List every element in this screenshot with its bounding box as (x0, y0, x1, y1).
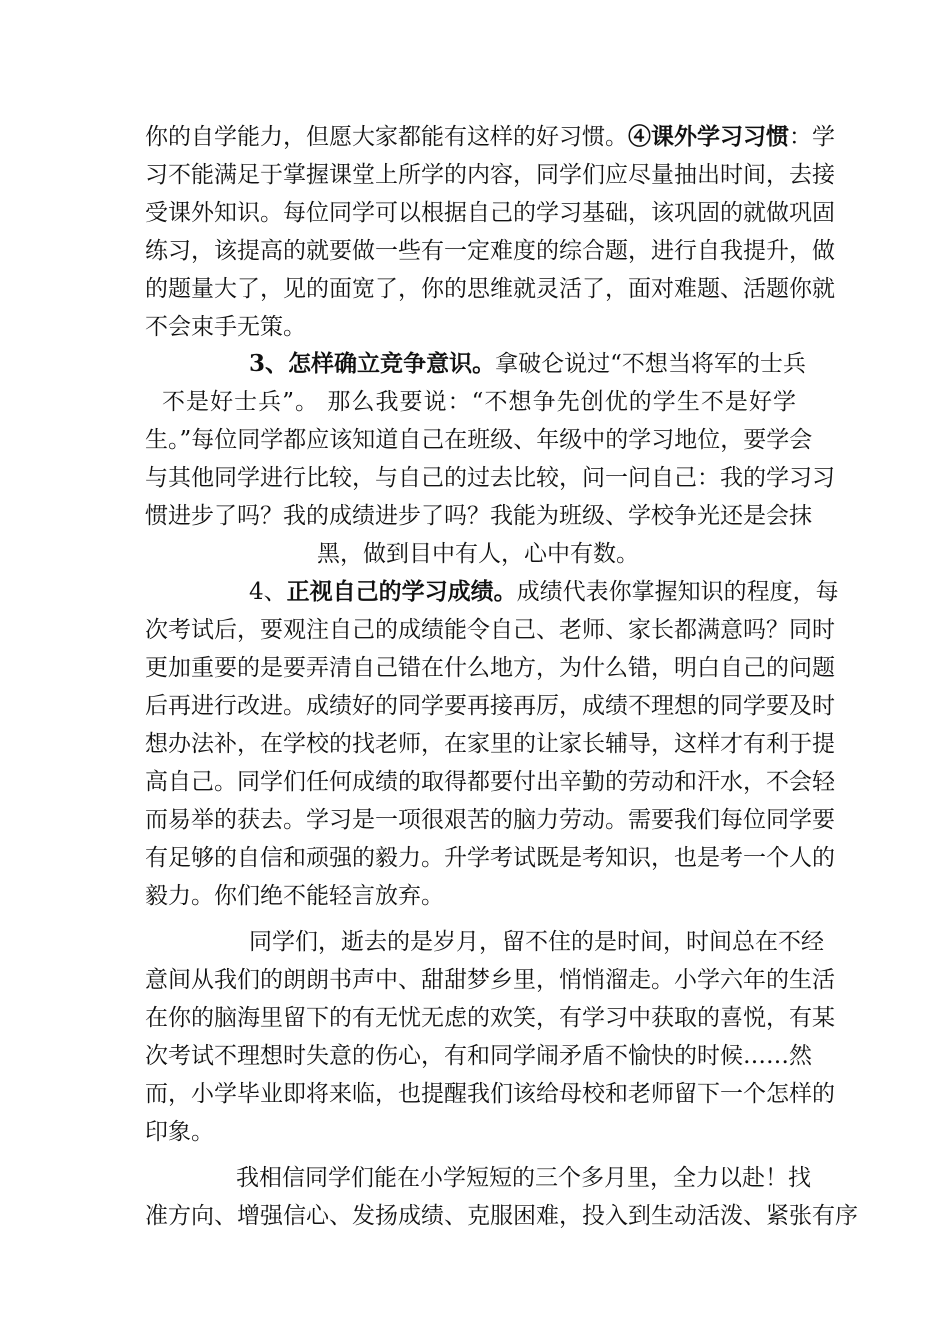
text-line: 惯进步了吗？我的成绩进步了吗？我能为班级、学校争光还是会抹 (145, 503, 812, 529)
text-line: 受课外知识。每位同学可以根据自己的学习基础，该巩固的就做巩固 (145, 200, 835, 226)
text-line: 印象。 (145, 1119, 214, 1145)
text-line: 与其他同学进行比较，与自己的过去比较，问一问自己：我的学习习 (145, 465, 835, 491)
text-line: 在你的脑海里留下的有无忧无虑的欢笑，有学习中获取的喜悦，有某 (145, 1005, 835, 1031)
text-line: 准方向、增强信心、发扬成绩、克服困难，投入到生动活泼、紧张有序 (145, 1203, 858, 1229)
text-line: 更加重要的是要弄清自己错在什么地方，为什么错，明白自己的问题 (145, 655, 835, 681)
text-line: 有足够的自信和顽强的毅力。升学考试既是考知识，也是考一个人的 (145, 845, 835, 871)
text-line: 习不能满足于掌握课堂上所学的内容，同学们应尽量抽出时间，去接 (145, 162, 835, 188)
text-line: 想办法补，在学校的找老师，在家里的让家长辅导，这样才有利于提 (145, 731, 835, 757)
paragraph-first-line: 我相信同学们能在小学短短的三个多月里，全力以赴！找 (236, 1165, 811, 1191)
text-line: 毅力。你们绝不能轻言放弃。 (145, 883, 444, 909)
text-line: 次考试不理想时失意的伤心，有和同学闹矛盾不愉快的时候……然 (145, 1043, 812, 1069)
text-line: 不会束手无策。 (145, 314, 306, 340)
text-line: 后再进行改进。成绩好的同学要再接再厉，成绩不理想的同学要及时 (145, 693, 835, 719)
text-line: 次考试后，要观注自己的成绩能令自己、老师、家长都满意吗？同时 (145, 617, 835, 643)
text-line: 意间从我们的朗朗书声中、甜甜梦乡里，悄悄溜走。小学六年的生活 (145, 967, 835, 993)
text-line: 而，小学毕业即将来临，也提醒我们该给母校和老师留下一个怎样的 (145, 1081, 835, 1107)
text-line: 你的自学能力，但愿大家都能有这样的好习惯。④课外学习习惯：学 (145, 123, 835, 150)
text-line: 练习，该提高的就要做一些有一定难度的综合题，进行自我提升，做 (145, 238, 835, 264)
section-heading-line: 3、怎样确立竞争意识。拿破仑说过“不想当将军的士兵 (249, 350, 806, 377)
text-line: 的题量大了，见的面宽了，你的思维就灵活了，面对难题、活题你就 (145, 276, 835, 302)
text-line: 生。”每位同学都应该知道自己在班级、年级中的学习地位，要学会 (145, 427, 813, 453)
text-line: 高自己。同学们任何成绩的取得都要付出辛勤的劳动和汗水，不会轻 (145, 769, 835, 795)
paragraph-first-line: 同学们，逝去的是岁月，留不住的是时间，时间总在不经 (249, 929, 824, 955)
text-line: 黑，做到目中有人，心中有数。 (317, 541, 639, 567)
text-line: 而易举的获去。学习是一项很艰苦的脑力劳动。需要我们每位同学要 (145, 807, 835, 833)
section-heading-line: 4、正视自己的学习成绩。成绩代表你掌握知识的程度，每 (249, 578, 839, 605)
text-line: 不是好士兵”。 那么我要说：“不想争先创优的学生不是好学 (162, 389, 796, 415)
